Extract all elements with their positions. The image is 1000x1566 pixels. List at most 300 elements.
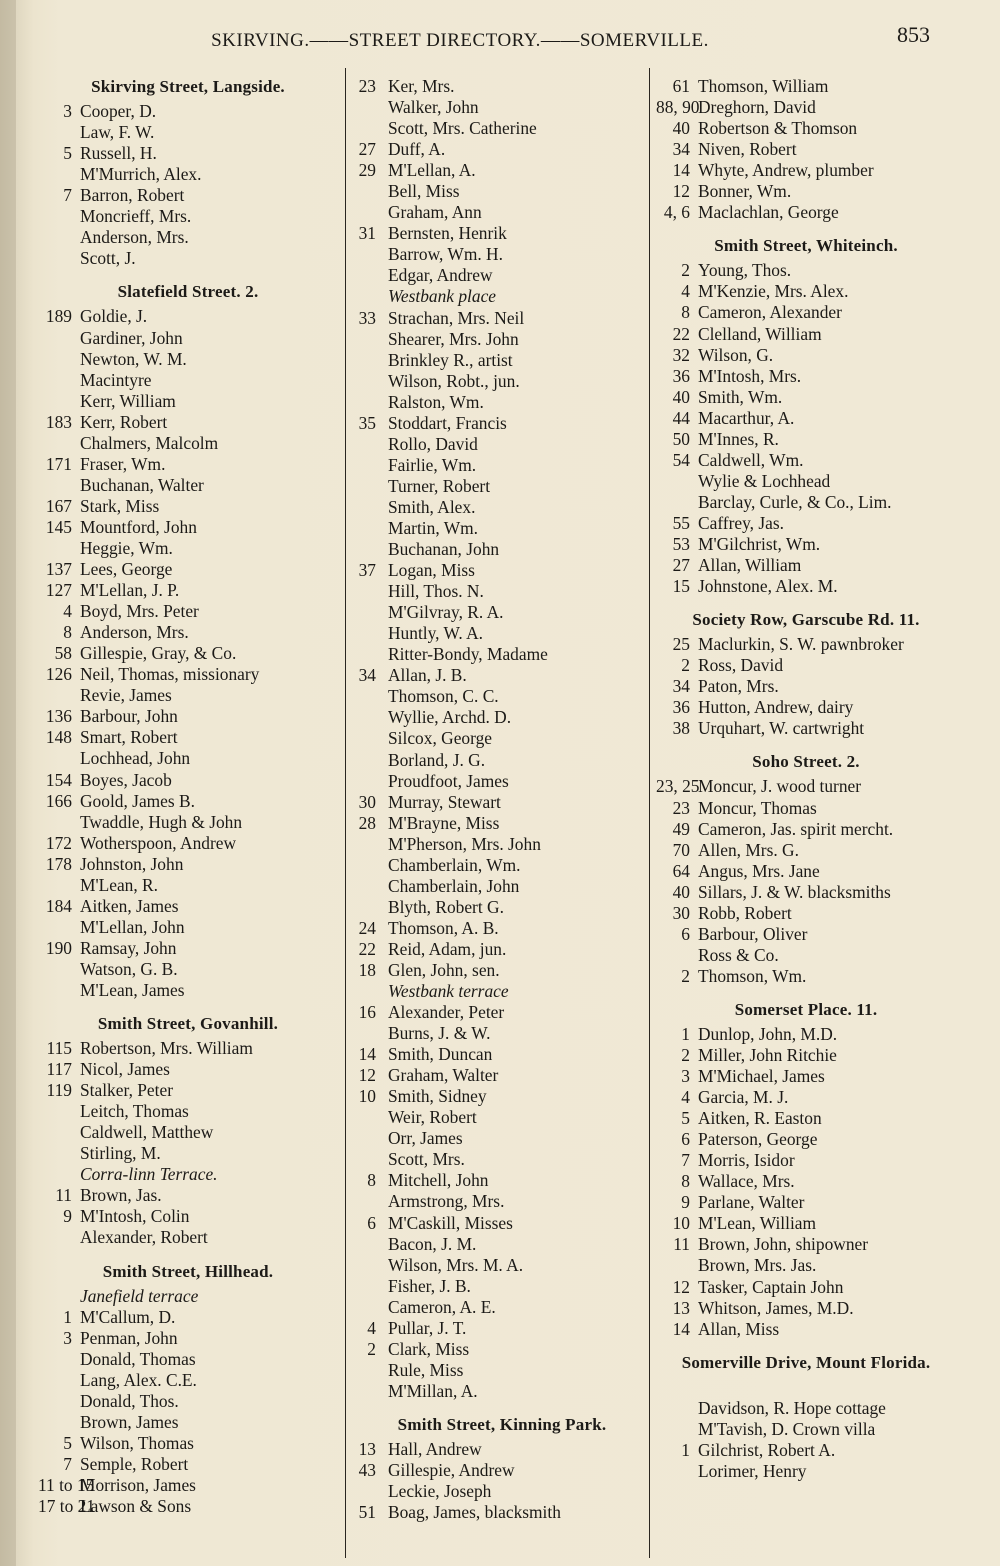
directory-entry (352, 1318, 652, 1339)
resident-name: Maclachlan, George (698, 202, 839, 223)
house-number: 14 (672, 160, 690, 181)
resident-name: Ramsay, John (80, 937, 177, 958)
directory-entry (38, 938, 338, 959)
resident-name: Hall, Andrew (388, 1439, 482, 1459)
house-number: 44 (672, 407, 690, 428)
resident-name: M'Lellan, J. P. (80, 580, 180, 601)
resident-name: M'Lean, William (698, 1213, 817, 1234)
resident-name: Urquhart, W. cartwright (698, 718, 865, 739)
directory-entry (352, 1170, 652, 1191)
binding-gutter (0, 0, 16, 1566)
directory-entry (38, 706, 338, 727)
house-number: 30 (672, 902, 690, 923)
resident-name: Gillespie, Andrew (388, 1460, 515, 1481)
directory-entry (352, 1297, 652, 1318)
directory-entry (656, 1066, 956, 1087)
house-number: 50 (672, 428, 690, 449)
house-number: 58 (54, 643, 72, 664)
section-gap (656, 223, 956, 235)
directory-entry (352, 455, 652, 476)
resident-name: Martin, Wm. (388, 517, 479, 538)
directory-entry (352, 1065, 652, 1086)
house-number: 32 (672, 344, 690, 365)
resident-name: M'Murrich, Alex. (80, 164, 202, 185)
subsection-label (38, 1164, 338, 1185)
subsection-label (38, 1286, 338, 1307)
resident-name: Lang, Alex. C.E. (80, 1369, 197, 1390)
resident-name: Smith, Wm. (698, 386, 783, 407)
directory-entry (38, 248, 338, 269)
resident-name: Donald, Thomas (80, 1348, 196, 1369)
directory-entry (352, 792, 652, 813)
resident-name: Chamberlain, John (388, 875, 520, 896)
resident-name: Johnston, John (80, 853, 184, 874)
resident-name: Caldwell, Wm. (698, 449, 804, 470)
directory-entry (656, 1087, 956, 1108)
directory-entry (38, 685, 338, 706)
resident-name: Scott, J. (80, 248, 136, 269)
house-number: 61 (672, 76, 690, 96)
house-number: 7 (63, 1453, 72, 1474)
directory-entry (656, 97, 956, 118)
house-number: 37 (358, 560, 376, 581)
resident-name: Blyth, Robert G. (388, 896, 504, 917)
directory-entry (352, 876, 652, 897)
house-number: 14 (672, 1318, 690, 1339)
directory-entry (352, 329, 652, 350)
resident-name: Graham, Walter (388, 1065, 499, 1086)
resident-name: Allen, Mrs. G. (698, 839, 799, 860)
directory-entry (38, 1080, 338, 1101)
house-number: 5 (63, 143, 72, 164)
directory-entry (352, 497, 652, 518)
resident-name: Angus, Mrs. Jane (698, 860, 820, 881)
resident-name: Lorimer, Henry (698, 1460, 807, 1481)
house-number: 190 (45, 937, 72, 958)
directory-entry (656, 819, 956, 840)
resident-name: Robertson & Thomson (698, 118, 858, 139)
directory-entry (38, 1038, 338, 1059)
resident-name: Wilson, Thomas (80, 1432, 194, 1453)
resident-name: Pullar, J. T. (388, 1317, 467, 1338)
column-rule (345, 68, 346, 1558)
resident-name: Brown, John, shipowner (698, 1234, 869, 1255)
directory-entry (38, 1475, 338, 1496)
resident-name: Bonner, Wm. (698, 181, 792, 202)
directory-entry (38, 917, 338, 938)
house-number: 3 (63, 1327, 72, 1348)
house-number: 2 (681, 1045, 690, 1066)
directory-entry (656, 450, 956, 471)
directory-entry (656, 260, 956, 281)
directory-entry (352, 686, 652, 707)
house-number: 64 (672, 860, 690, 881)
directory-entry (352, 308, 652, 329)
resident-name: M'Michael, James (698, 1066, 825, 1087)
resident-name: Orr, James (388, 1128, 463, 1149)
directory-entry (352, 1086, 652, 1107)
resident-name: Smith, Alex. (388, 496, 476, 517)
directory-entry (656, 492, 956, 513)
resident-name: Silcox, George (388, 728, 493, 749)
resident-name: Johnstone, Alex. M. (698, 576, 838, 597)
resident-name: Clelland, William (698, 323, 822, 344)
street-heading: Smith Street, Govanhill. (97, 1014, 279, 1034)
resident-name: Janefield terrace (80, 1285, 199, 1306)
resident-name: Leitch, Thomas (80, 1101, 189, 1122)
resident-name: Strachan, Mrs. Neil (388, 307, 525, 328)
directory-entry (352, 918, 652, 939)
resident-name: Maclurkin, S. W. pawnbroker (698, 634, 904, 655)
resident-name: Westbank terrace (388, 981, 509, 1002)
resident-name: Shearer, Mrs. John (388, 328, 519, 349)
directory-entry (656, 1192, 956, 1213)
directory-entry (656, 924, 956, 945)
resident-name: Law, F. W. (80, 122, 155, 143)
directory-entry (352, 1191, 652, 1212)
directory-entry (38, 185, 338, 206)
directory-entry (656, 202, 956, 223)
resident-name: Cameron, A. E. (388, 1296, 496, 1317)
resident-name: Smith, Duncan (388, 1044, 493, 1065)
resident-name: Scott, Mrs. Catherine (388, 118, 537, 139)
column-3 (656, 76, 956, 1482)
house-number: 23, 25 (656, 776, 700, 797)
house-number: 4 (681, 1087, 690, 1108)
subsection-label (352, 286, 652, 307)
directory-entry (352, 813, 652, 834)
street-heading: Soho Street. 2. (752, 752, 860, 772)
section-gap (656, 597, 956, 609)
directory-entry (38, 875, 338, 896)
resident-name: Chamberlain, Wm. (388, 854, 521, 875)
resident-name: Wyllie, Archd. D. (388, 707, 512, 728)
resident-name: Smith, Sidney (388, 1086, 487, 1107)
directory-entry (38, 164, 338, 185)
directory-entry (38, 517, 338, 538)
directory-entry (656, 1298, 956, 1319)
directory-entry (352, 1255, 652, 1276)
resident-name: Thomson, A. B. (388, 917, 499, 938)
house-number: 11 to 15 (38, 1475, 95, 1495)
house-number: 7 (681, 1150, 690, 1171)
resident-name: Lawson & Sons (80, 1496, 192, 1517)
resident-name: Wallace, Mrs. (698, 1171, 795, 1192)
resident-name: Burns, J. & W. (388, 1023, 491, 1044)
directory-entry (38, 580, 338, 601)
directory-entry (38, 227, 338, 248)
house-number: 40 (672, 386, 690, 407)
house-number: 148 (45, 727, 72, 748)
resident-name: Edgar, Andrew (388, 265, 493, 286)
resident-name: Hill, Thos. N. (388, 581, 484, 602)
resident-name: Moncur, Thomas (698, 797, 817, 818)
resident-name: Bell, Miss (388, 181, 460, 202)
directory-entry (352, 434, 652, 455)
directory-entry (656, 513, 956, 534)
house-number: 15 (672, 576, 690, 597)
resident-name: Davidson, R. Hope cottage (698, 1397, 886, 1418)
house-number: 23 (358, 76, 376, 96)
resident-name: Boyes, Jacob (80, 769, 172, 790)
resident-name: Ross, David (698, 655, 784, 676)
directory-entry (656, 1419, 956, 1440)
resident-name: Thomson, C. C. (388, 686, 499, 707)
directory-entry (352, 707, 652, 728)
resident-name: Stoddart, Francis (388, 412, 507, 433)
directory-entry (352, 602, 652, 623)
directory-entry (38, 496, 338, 517)
directory-entry (38, 812, 338, 833)
house-number: 2 (681, 965, 690, 986)
house-number: 40 (672, 881, 690, 902)
directory-entry (656, 634, 956, 655)
directory-entry (656, 718, 956, 739)
directory-entry (38, 1227, 338, 1248)
house-number: 43 (358, 1460, 376, 1481)
resident-name: Wotherspoon, Andrew (80, 832, 237, 853)
street-heading: Slatefield Street. 2. (117, 282, 259, 302)
directory-entry (38, 1370, 338, 1391)
directory-entry (656, 555, 956, 576)
house-number: 28 (358, 812, 376, 833)
directory-entry (38, 391, 338, 412)
house-number: 14 (358, 1044, 376, 1065)
resident-name: M'Gilvray, R. A. (388, 602, 504, 623)
resident-name: Lochhead, John (80, 748, 191, 769)
resident-name: Penman, John (80, 1327, 178, 1348)
section-gap (352, 1402, 652, 1414)
resident-name: Barbour, Oliver (698, 923, 808, 944)
resident-name: Fisher, J. B. (388, 1275, 471, 1296)
house-number: 10 (358, 1086, 376, 1107)
house-number: 2 (367, 1338, 376, 1359)
directory-entry (352, 1023, 652, 1044)
house-number: 12 (358, 1065, 376, 1086)
resident-name: Russell, H. (80, 143, 157, 164)
resident-name: M'Tavish, D. Crown villa (698, 1418, 876, 1439)
house-number: 9 (681, 1192, 690, 1213)
directory-entry (38, 1307, 338, 1328)
street-heading: Society Row, Garscube Rd. 11. (692, 610, 920, 630)
resident-name: Tasker, Captain John (698, 1276, 844, 1297)
directory-entry (352, 665, 652, 686)
directory-entry (352, 728, 652, 749)
resident-name: Allan, J. B. (388, 665, 467, 686)
directory-entry (656, 840, 956, 861)
directory-entry (38, 412, 338, 433)
directory-entry (352, 855, 652, 876)
directory-entry (352, 265, 652, 286)
resident-name: Barrow, Wm. H. (388, 244, 503, 265)
resident-name: Duff, A. (388, 139, 446, 160)
subsection-label (352, 981, 652, 1002)
resident-name: Anderson, Mrs. (80, 622, 189, 643)
directory-entry (656, 1129, 956, 1150)
resident-name: Barbour, John (80, 706, 178, 727)
house-number: 6 (367, 1212, 376, 1233)
resident-name: Fairlie, Wm. (388, 454, 477, 475)
house-number: 31 (358, 223, 376, 244)
directory-entry (38, 1122, 338, 1143)
directory-entry (352, 518, 652, 539)
house-number: 2 (681, 260, 690, 281)
directory-entry (352, 244, 652, 265)
house-number: 34 (672, 139, 690, 160)
directory-entry (352, 76, 652, 97)
directory-entry (352, 160, 652, 181)
resident-name: Bacon, J. M. (388, 1233, 477, 1254)
resident-name: M'Lellan, John (80, 916, 185, 937)
directory-entry (352, 1381, 652, 1402)
directory-entry (352, 181, 652, 202)
resident-name: Allan, Miss (698, 1318, 780, 1339)
directory-entry (38, 1328, 338, 1349)
directory-entry (656, 1171, 956, 1192)
directory-entry (38, 833, 338, 854)
resident-name: Murray, Stewart (388, 791, 501, 812)
directory-entry (656, 471, 956, 492)
resident-name: Aitken, R. Easton (698, 1108, 822, 1129)
directory-entry (352, 581, 652, 602)
resident-name: Graham, Ann (388, 202, 482, 223)
house-number: 70 (672, 839, 690, 860)
resident-name: Armstrong, Mrs. (388, 1191, 505, 1212)
directory-entry (656, 302, 956, 323)
house-number: 5 (681, 1108, 690, 1129)
page-header (140, 20, 930, 60)
resident-name: M'Innes, R. (698, 428, 779, 449)
resident-name: Bernsten, Henrik (388, 223, 507, 244)
directory-entry (352, 1234, 652, 1255)
resident-name: Ker, Mrs. (388, 76, 455, 96)
directory-entry (656, 534, 956, 555)
directory-entry (352, 1439, 652, 1460)
house-number: 167 (45, 495, 72, 516)
street-heading: Somerville Drive, Mount Florida. (681, 1352, 931, 1372)
running-title: SKIRVING.——STREET DIRECTORY.——SOMERVILLE. (211, 30, 709, 51)
section-gap (656, 739, 956, 751)
resident-name: Wilson, Mrs. M. A. (388, 1254, 524, 1275)
resident-name: Wilson, G. (698, 344, 774, 365)
resident-name: M'Lean, James (80, 979, 185, 1000)
house-number: 4 (63, 601, 72, 622)
house-number: 27 (672, 555, 690, 576)
house-number: 8 (367, 1170, 376, 1191)
resident-name: Revie, James (80, 685, 172, 706)
house-number: 34 (672, 676, 690, 697)
directory-entry (352, 644, 652, 665)
house-number: 36 (672, 697, 690, 718)
directory-entry (352, 939, 652, 960)
resident-name: Buchanan, John (388, 539, 500, 560)
resident-name: Heggie, Wm. (80, 537, 173, 558)
directory-entry (38, 959, 338, 980)
resident-name: Gardiner, John (80, 327, 183, 348)
house-number: 3 (681, 1066, 690, 1087)
resident-name: Stirling, M. (80, 1143, 161, 1164)
resident-name: Fraser, Wm. (80, 453, 166, 474)
directory-entry (352, 1044, 652, 1065)
directory-entry (656, 429, 956, 450)
resident-name: Cameron, Jas. spirit mercht. (698, 818, 894, 839)
house-number: 189 (45, 306, 72, 327)
house-number: 1 (681, 1439, 690, 1460)
directory-entry (38, 748, 338, 769)
resident-name: Rollo, David (388, 433, 478, 454)
directory-entry (656, 882, 956, 903)
directory-entry (656, 798, 956, 819)
resident-name: Morrison, James (80, 1475, 196, 1495)
house-number: 55 (672, 512, 690, 533)
resident-name: Whyte, Andrew, plumber (698, 160, 874, 181)
resident-name: Thomson, William (698, 76, 829, 96)
directory-entry (656, 345, 956, 366)
directory-entry (38, 601, 338, 622)
directory-entry (656, 1024, 956, 1045)
directory-entry (38, 206, 338, 227)
house-number: 27 (358, 139, 376, 160)
directory-entry (38, 370, 338, 391)
house-number: 10 (672, 1213, 690, 1234)
directory-entry (352, 476, 652, 497)
directory-entry (352, 1213, 652, 1234)
directory-entry (656, 1108, 956, 1129)
section-gap (38, 1249, 338, 1261)
resident-name: Reid, Adam, jun. (388, 938, 507, 959)
directory-entry (38, 1185, 338, 1206)
directory-entry (656, 861, 956, 882)
house-number: 17 to 21 (38, 1496, 96, 1517)
directory-entry (38, 433, 338, 454)
resident-name: Stark, Miss (80, 495, 160, 516)
house-number: 183 (45, 411, 72, 432)
house-number: 1 (681, 1023, 690, 1044)
directory-entry (38, 727, 338, 748)
resident-name: Brinkley R., artist (388, 349, 513, 370)
resident-name: Moncur, J. wood turner (698, 776, 862, 797)
resident-name: Paton, Mrs. (698, 676, 779, 697)
resident-name: Barron, Robert (80, 185, 185, 206)
house-number: 12 (672, 181, 690, 202)
house-number: 137 (45, 559, 72, 580)
resident-name: Robertson, Mrs. William (80, 1038, 253, 1059)
resident-name: Nicol, James (80, 1059, 170, 1080)
resident-name: Allan, William (698, 555, 802, 576)
resident-name: Goldie, J. (80, 306, 148, 327)
directory-entry (38, 854, 338, 875)
street-heading: Smith Street, Hillhead. (102, 1261, 274, 1281)
house-number: 22 (672, 323, 690, 344)
house-number: 171 (45, 453, 72, 474)
house-number: 1 (63, 1306, 72, 1327)
resident-name: Mountford, John (80, 516, 197, 537)
house-number: 126 (45, 664, 72, 685)
directory-entry (38, 643, 338, 664)
house-number: 8 (63, 622, 72, 643)
house-number: 8 (681, 302, 690, 323)
directory-entry (38, 1143, 338, 1164)
directory-entry (656, 366, 956, 387)
street-heading: Somerset Place. 11. (734, 999, 878, 1019)
resident-name: Neil, Thomas, missionary (80, 664, 260, 685)
house-number: 3 (63, 101, 72, 122)
resident-name: Kerr, William (80, 390, 176, 411)
resident-name: Chalmers, Malcolm (80, 432, 219, 453)
directory-entry (38, 349, 338, 370)
house-number: 9 (63, 1206, 72, 1227)
house-number: 11 (673, 1234, 690, 1255)
